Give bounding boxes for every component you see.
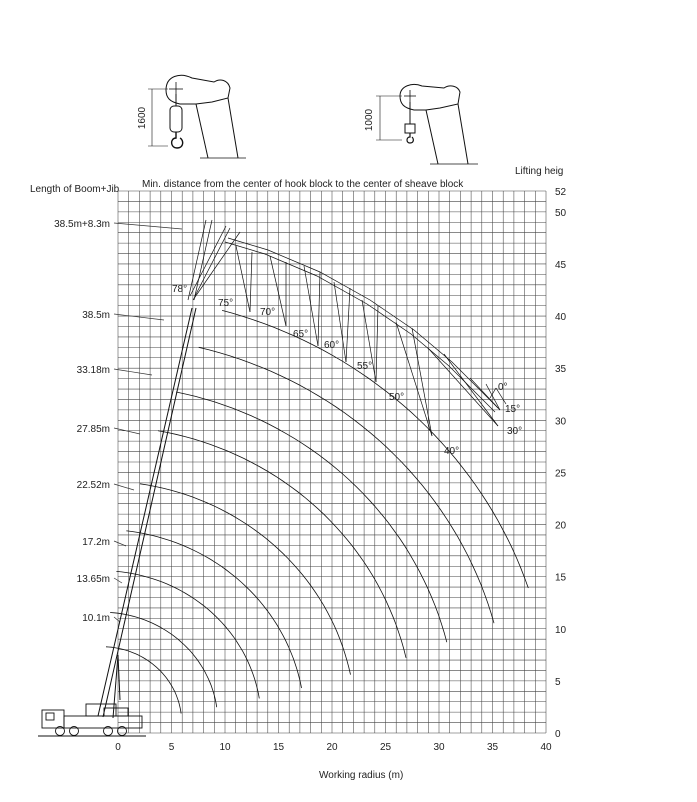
x-tick-label: 20 — [326, 742, 338, 753]
y-tick-label: 15 — [555, 572, 567, 584]
right-axis-title: Lifting heig — [515, 166, 564, 177]
y-axis-ticks — [555, 187, 567, 740]
crane-boom — [98, 220, 240, 718]
lift-curve — [106, 647, 181, 714]
jib-angle-label: 40° — [444, 446, 460, 457]
x-axis-ticks — [115, 742, 552, 753]
jib-angle-label: 55° — [357, 361, 373, 372]
x-axis-title: Working radius (m) — [319, 770, 404, 781]
jib-angle-label: 65° — [293, 329, 309, 340]
boom-leader-line — [114, 369, 152, 375]
x-tick-label: 30 — [433, 742, 445, 753]
y-tick-label: 45 — [555, 259, 567, 271]
left-axis-title: Length of Boom+Jib — [30, 184, 120, 195]
y-tick-label: 50 — [555, 207, 567, 219]
boom-length-label: 22.52m — [76, 480, 110, 491]
jib-outer-arc — [228, 238, 498, 408]
jib-angle-label: 30° — [507, 426, 523, 437]
y-tick-label: 52 — [555, 187, 567, 198]
boom-angle-label: 78° — [172, 284, 188, 295]
x-tick-label: 15 — [272, 742, 285, 753]
y-tick-label: 40 — [555, 312, 567, 324]
y-tick-label: 30 — [555, 416, 567, 428]
jib-fan-line — [318, 272, 320, 346]
jib-angle-label: 0° — [498, 382, 508, 393]
jib-angle-label: 70° — [260, 307, 276, 318]
chart-caption: Min. distance from the center of hook block to the center of sheave block — [142, 179, 464, 190]
hook-block-large-dimension: 1600 — [137, 106, 148, 130]
chart-grid — [118, 191, 546, 733]
hook-block-large-sketch — [137, 75, 246, 158]
hook-block-small-sketch — [364, 84, 478, 164]
y-tick-label: 35 — [555, 364, 567, 376]
boom-length-label: 17.2m — [82, 537, 110, 548]
jib-angle-label: 75° — [218, 298, 234, 309]
y-tick-label: 5 — [555, 676, 561, 688]
x-tick-label: 35 — [486, 742, 499, 753]
boom-length-label: 33.18m — [76, 365, 110, 376]
jib-fan-line — [236, 246, 250, 312]
boom-length-label: 10.1m — [82, 613, 110, 624]
boom-leader-line — [114, 223, 182, 229]
lift-curve — [176, 392, 447, 642]
boom-leader-line — [114, 314, 164, 320]
lift-curves — [106, 310, 528, 713]
jib-angle-label: 60° — [324, 340, 340, 351]
boom-length-label: 13.65m — [76, 574, 110, 585]
y-tick-label: 0 — [555, 729, 561, 740]
y-tick-label: 10 — [555, 624, 567, 636]
x-tick-label: 25 — [379, 742, 392, 753]
x-tick-label: 10 — [219, 742, 231, 753]
boom-length-label: 27.85m — [76, 424, 110, 435]
boom-leader-line — [114, 617, 120, 622]
x-tick-label: 0 — [115, 742, 121, 753]
hook-block-small-dimension: 1000 — [364, 108, 375, 132]
y-tick-label: 20 — [555, 520, 567, 532]
boom-length-label: 38.5m — [82, 310, 110, 321]
boom-length-label: 38.5m+8.3m — [54, 219, 110, 230]
lift-curve — [158, 431, 406, 658]
crane-truck — [38, 704, 146, 736]
jib-angle-label: 50° — [389, 392, 405, 403]
jib-angle-labels — [218, 298, 522, 457]
jib-fan-line — [250, 252, 252, 312]
x-tick-label: 40 — [540, 742, 552, 753]
jib-fan-line — [470, 378, 500, 410]
jib-fan-line — [346, 288, 350, 362]
lift-curve — [116, 571, 259, 698]
jib-angle-label: 15° — [505, 404, 521, 415]
jib-inner-arc — [225, 242, 495, 412]
x-tick-label: 5 — [168, 742, 175, 753]
boom-leader-line — [114, 484, 134, 490]
jib-fan-line — [376, 306, 378, 382]
y-tick-label: 25 — [555, 468, 567, 480]
